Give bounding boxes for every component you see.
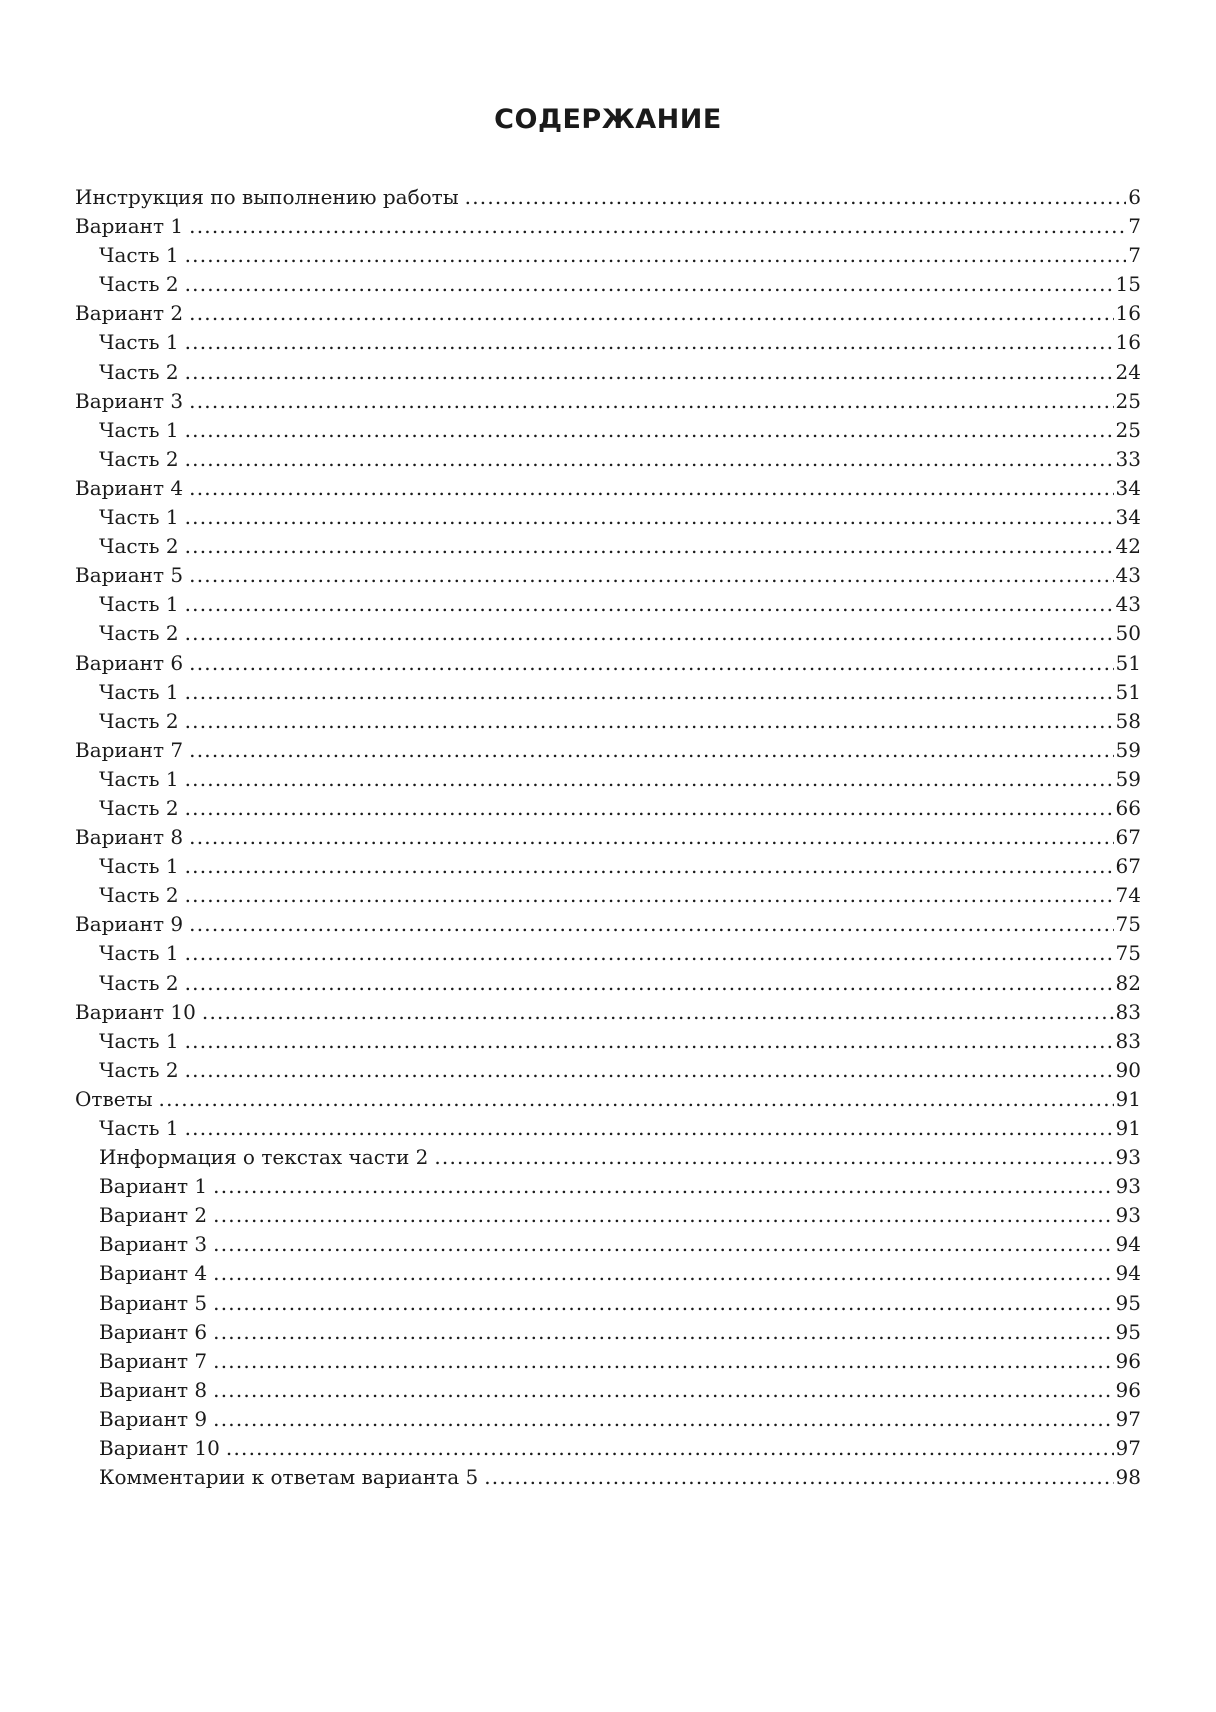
toc-dot-leader <box>213 1230 1113 1259</box>
toc-entry-page-number: 93 <box>1115 1174 1141 1199</box>
toc-entry <box>75 532 1141 561</box>
toc-entry-page-number: 82 <box>1115 970 1141 995</box>
toc-entry-page-number: 94 <box>1115 1261 1141 1286</box>
toc-entry-page-number: 91 <box>1115 1086 1141 1111</box>
toc-entry-page-number: 51 <box>1115 679 1141 704</box>
toc-entry-label: Вариант 9 <box>99 1406 208 1431</box>
toc-entry-label: Часть 2 <box>99 446 179 471</box>
toc-entry <box>75 707 1141 736</box>
toc-dot-leader <box>185 969 1114 998</box>
toc-entry-label: Часть 2 <box>99 272 179 297</box>
toc-dot-leader <box>213 1201 1113 1230</box>
toc-entry-page-number: 59 <box>1115 766 1141 791</box>
toc-entry-page-number: 90 <box>1115 1057 1141 1082</box>
toc-entry <box>75 969 1141 998</box>
toc-entry-page-number: 15 <box>1115 272 1141 297</box>
toc-entry-label: Вариант 7 <box>99 1348 208 1373</box>
toc-entry-page-number: 58 <box>1115 708 1141 733</box>
toc-dot-leader <box>185 765 1114 794</box>
toc-entry <box>75 1056 1141 1085</box>
toc-entry-label: Часть 2 <box>99 534 179 559</box>
toc-entry-label: Часть 1 <box>99 592 179 617</box>
toc-entry-label: Часть 1 <box>99 330 179 355</box>
toc-entry <box>75 939 1141 968</box>
toc-entry-label: Вариант 6 <box>75 650 184 675</box>
toc-entry <box>75 212 1141 241</box>
toc-entry <box>75 328 1141 357</box>
toc-entry-page-number: 97 <box>1115 1436 1141 1461</box>
toc-entry-label: Вариант 7 <box>75 737 184 762</box>
toc-entry <box>75 561 1141 590</box>
toc-dot-leader <box>185 328 1114 357</box>
toc-dot-leader <box>185 532 1114 561</box>
toc-entry <box>75 387 1141 416</box>
toc-dot-leader <box>185 1056 1114 1085</box>
toc-entry-label: Часть 2 <box>99 708 179 733</box>
toc-entry-page-number: 7 <box>1128 214 1141 239</box>
toc-dot-leader <box>189 299 1113 328</box>
toc-dot-leader <box>159 1085 1114 1114</box>
toc-entry-label: Вариант 5 <box>99 1290 208 1315</box>
toc-entry-page-number: 67 <box>1115 825 1141 850</box>
toc-dot-leader <box>213 1376 1113 1405</box>
toc-entry-page-number: 16 <box>1115 330 1141 355</box>
toc-entry-page-number: 16 <box>1115 301 1141 326</box>
toc-entry-page-number: 24 <box>1115 359 1141 384</box>
toc-entry <box>75 910 1141 939</box>
toc-entry-page-number: 67 <box>1115 854 1141 879</box>
toc-entry-page-number: 96 <box>1115 1377 1141 1402</box>
toc-entry <box>75 1259 1141 1288</box>
toc-entry <box>75 358 1141 387</box>
toc-entry-page-number: 6 <box>1128 185 1141 209</box>
toc-dot-leader <box>189 823 1113 852</box>
toc-entry-label: Часть 2 <box>99 359 179 384</box>
toc-entry-page-number: 50 <box>1115 621 1141 646</box>
toc-entry-label: Ответы <box>75 1086 153 1111</box>
toc-entry <box>75 503 1141 532</box>
toc-entry <box>75 736 1141 765</box>
toc-entry-label: Вариант 10 <box>99 1436 220 1461</box>
toc-dot-leader <box>189 910 1113 939</box>
toc-entry-label: Вариант 4 <box>99 1261 208 1286</box>
toc-entry-label: Вариант 8 <box>75 825 184 850</box>
toc-entry-label: Вариант 4 <box>75 475 184 500</box>
toc-entry-page-number: 75 <box>1115 941 1141 966</box>
toc-dot-leader <box>185 416 1114 445</box>
toc-entry <box>75 1201 1141 1230</box>
toc-entry <box>75 241 1141 270</box>
toc-dot-leader <box>189 474 1113 503</box>
toc-entry-label: Вариант 3 <box>75 388 184 413</box>
toc-dot-leader <box>185 503 1114 532</box>
toc-entry-label: Часть 1 <box>99 505 179 530</box>
toc-dot-leader <box>185 619 1114 648</box>
toc-dot-leader <box>185 794 1114 823</box>
toc-dot-leader <box>185 678 1114 707</box>
toc-entry <box>75 823 1141 852</box>
toc-entry-label: Часть 2 <box>99 1057 179 1082</box>
toc-entry-label: Вариант 6 <box>99 1319 208 1344</box>
toc-entry-label: Часть 2 <box>99 621 179 646</box>
toc-dot-leader <box>189 736 1113 765</box>
toc-entry-label: Вариант 5 <box>75 563 184 588</box>
toc-dot-leader <box>465 183 1127 212</box>
toc-dot-leader <box>213 1289 1113 1318</box>
toc-entry-page-number: 43 <box>1115 563 1141 588</box>
toc-entry-label: Часть 2 <box>99 795 179 820</box>
toc-dot-leader <box>185 881 1114 910</box>
toc-entry-label: Вариант 1 <box>75 214 184 239</box>
toc-entry-page-number: 93 <box>1115 1145 1141 1170</box>
toc-entry-page-number: 51 <box>1115 650 1141 675</box>
toc-entry <box>75 1463 1141 1492</box>
toc-entry-label: Вариант 9 <box>75 912 184 937</box>
toc-dot-leader <box>185 358 1114 387</box>
toc-entry <box>75 649 1141 678</box>
toc-entry <box>75 1347 1141 1376</box>
toc-entry-label: Часть 2 <box>99 883 179 908</box>
toc-dot-leader <box>213 1318 1113 1347</box>
toc-entry <box>75 1085 1141 1114</box>
toc-entry-page-number: 33 <box>1115 446 1141 471</box>
toc-entry-page-number: 59 <box>1115 737 1141 762</box>
toc-entry-page-number: 91 <box>1115 1116 1141 1140</box>
toc-entry-label: Вариант 2 <box>99 1203 208 1228</box>
toc-dot-leader <box>189 561 1113 590</box>
toc-entry-label: Часть 2 <box>99 970 179 995</box>
toc-dot-leader <box>213 1259 1113 1288</box>
toc-entry <box>75 183 1141 212</box>
toc-entry <box>75 678 1141 707</box>
toc-entry-label: Часть 1 <box>99 679 179 704</box>
toc-entry-page-number: 34 <box>1115 475 1141 500</box>
toc-entry <box>75 881 1141 910</box>
toc-entry-page-number: 25 <box>1115 417 1141 442</box>
toc-entry-label: Информация о текстах части 2 <box>99 1145 429 1170</box>
toc-dot-leader <box>185 241 1127 270</box>
toc-dot-leader <box>202 998 1114 1027</box>
toc-dot-leader <box>185 590 1114 619</box>
toc-entry-label: Вариант 1 <box>99 1174 208 1199</box>
toc-entry-page-number: 25 <box>1115 388 1141 413</box>
toc-entry-page-number: 96 <box>1115 1348 1141 1373</box>
toc-entry <box>75 1405 1141 1434</box>
toc-dot-leader <box>185 707 1114 736</box>
toc-entry-label: Часть 1 <box>99 1116 179 1140</box>
toc-dot-leader <box>434 1143 1113 1172</box>
toc-entry <box>75 1230 1141 1259</box>
toc-entry-page-number: 7 <box>1128 243 1141 268</box>
toc-entry-page-number: 66 <box>1115 795 1141 820</box>
toc-entry <box>75 270 1141 299</box>
toc-entry-page-number: 34 <box>1115 505 1141 530</box>
toc-entry-page-number: 83 <box>1115 1028 1141 1053</box>
toc-entry-page-number: 95 <box>1115 1290 1141 1315</box>
toc-entry <box>75 852 1141 881</box>
toc-entry-label: Часть 1 <box>99 854 179 879</box>
table-of-contents <box>75 183 1141 1492</box>
toc-dot-leader <box>213 1347 1113 1376</box>
toc-entry-page-number: 93 <box>1115 1203 1141 1228</box>
page-title: СОДЕРЖАНИЕ <box>494 104 722 135</box>
toc-entry-label: Комментарии к ответам варианта 5 <box>99 1465 479 1490</box>
toc-entry <box>75 1114 1141 1143</box>
toc-entry <box>75 1318 1141 1347</box>
toc-entry-label: Часть 1 <box>99 766 179 791</box>
toc-entry <box>75 1027 1141 1056</box>
toc-entry <box>75 474 1141 503</box>
toc-entry <box>75 416 1141 445</box>
toc-dot-leader <box>185 445 1114 474</box>
toc-entry-label: Вариант 8 <box>99 1377 208 1402</box>
toc-entry-label: Часть 1 <box>99 1028 179 1053</box>
toc-dot-leader <box>189 649 1113 678</box>
toc-dot-leader <box>213 1172 1113 1201</box>
toc-dot-leader <box>185 270 1114 299</box>
toc-entry <box>75 765 1141 794</box>
toc-dot-leader <box>189 212 1126 241</box>
toc-entry-label: Часть 1 <box>99 417 179 442</box>
toc-entry <box>75 1289 1141 1318</box>
toc-entry-page-number: 75 <box>1115 912 1141 937</box>
toc-dot-leader <box>185 852 1114 881</box>
toc-entry <box>75 1172 1141 1201</box>
toc-entry <box>75 1143 1141 1172</box>
toc-dot-leader <box>189 387 1113 416</box>
toc-entry <box>75 998 1141 1027</box>
toc-entry <box>75 1376 1141 1405</box>
toc-entry-page-number: 42 <box>1115 534 1141 559</box>
toc-entry-page-number: 43 <box>1115 592 1141 617</box>
toc-entry-page-number: 98 <box>1115 1465 1141 1490</box>
toc-entry-page-number: 74 <box>1115 883 1141 908</box>
toc-entry <box>75 619 1141 648</box>
toc-dot-leader <box>484 1463 1113 1492</box>
toc-dot-leader <box>213 1405 1113 1434</box>
toc-entry-label: Вариант 2 <box>75 301 184 326</box>
toc-entry-label: Часть 1 <box>99 243 179 268</box>
toc-entry <box>75 445 1141 474</box>
toc-dot-leader <box>185 939 1114 968</box>
toc-entry <box>75 299 1141 328</box>
toc-dot-leader <box>185 1114 1114 1143</box>
toc-entry <box>75 1434 1141 1463</box>
toc-entry-label: Инструкция по выполнению работы <box>75 185 459 209</box>
toc-entry-label: Часть 1 <box>99 941 179 966</box>
toc-entry-page-number: 95 <box>1115 1319 1141 1344</box>
toc-entry <box>75 590 1141 619</box>
toc-dot-leader <box>185 1027 1114 1056</box>
toc-entry-page-number: 97 <box>1115 1406 1141 1431</box>
toc-entry-page-number: 94 <box>1115 1232 1141 1257</box>
toc-entry <box>75 794 1141 823</box>
toc-entry-label: Вариант 3 <box>99 1232 208 1257</box>
toc-entry-label: Вариант 10 <box>75 999 196 1024</box>
toc-entry-page-number: 83 <box>1115 999 1141 1024</box>
toc-dot-leader <box>226 1434 1114 1463</box>
